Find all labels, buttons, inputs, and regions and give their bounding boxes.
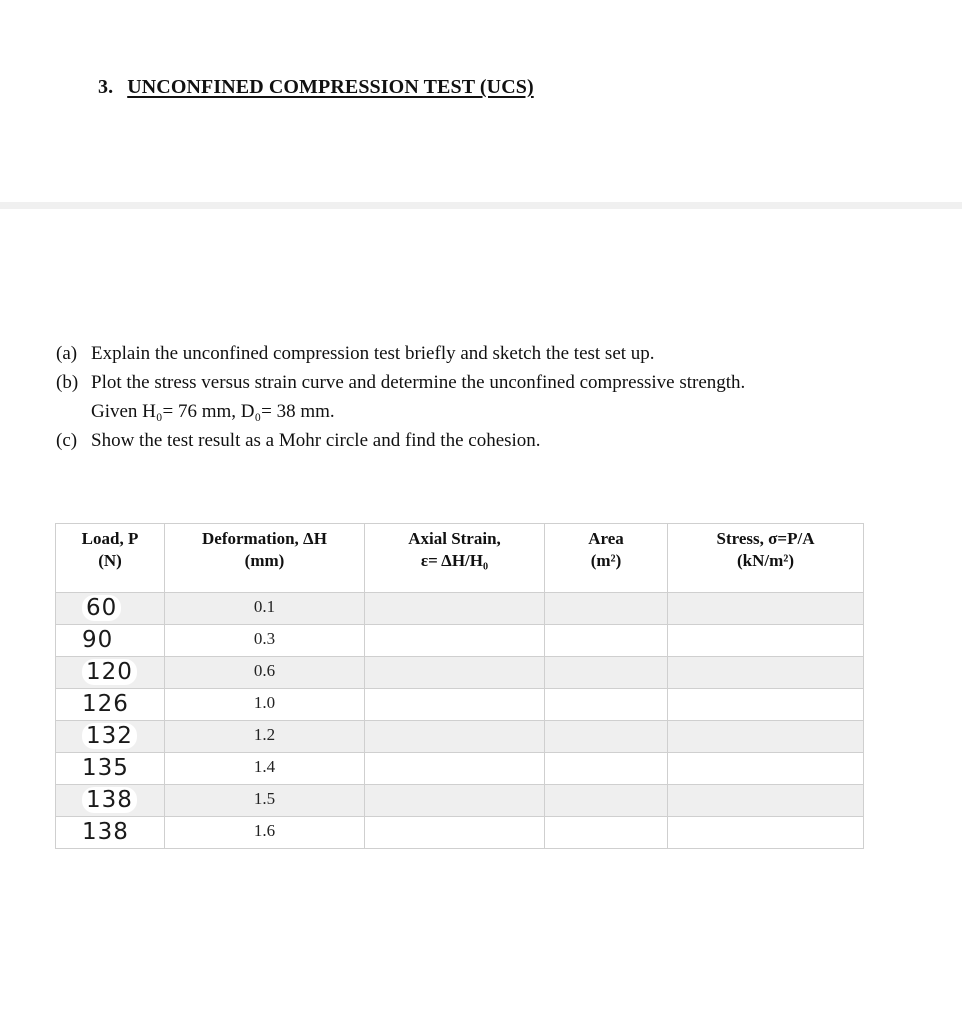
deformation-cell: 1.6	[165, 817, 365, 849]
table-row	[56, 721, 864, 753]
question-c	[56, 426, 936, 455]
area-cell	[545, 625, 668, 657]
deformation-cell: 1.2	[165, 721, 365, 753]
table-row	[56, 817, 864, 849]
divider	[0, 202, 962, 209]
table-row	[56, 625, 864, 657]
area-cell	[545, 689, 668, 721]
load-cell: 126	[56, 689, 165, 721]
table-row	[56, 657, 864, 689]
load-cell: 138	[56, 785, 165, 817]
stress-cell	[668, 785, 864, 817]
load-cell: 120	[56, 657, 165, 689]
area-cell	[545, 721, 668, 753]
deformation-cell: 1.4	[165, 753, 365, 785]
load-cell: 90	[56, 625, 165, 657]
deformation-cell: 0.6	[165, 657, 365, 689]
question-a	[56, 339, 936, 368]
area-cell	[545, 817, 668, 849]
axial-strain-cell	[365, 817, 545, 849]
axial-strain-cell	[365, 625, 545, 657]
stress-cell	[668, 657, 864, 689]
axial-strain-cell	[365, 657, 545, 689]
stress-cell	[668, 593, 864, 625]
area-cell	[545, 593, 668, 625]
header-deformation: Deformation, ΔH (mm)	[165, 524, 365, 593]
section-title: UNCONFINED COMPRESSION TEST (UCS)	[127, 76, 534, 98]
area-cell	[545, 657, 668, 689]
load-cell: 60	[56, 593, 165, 625]
question-c-text: Show the test result as a Mohr circle and find the cohesion.	[91, 430, 541, 451]
load-cell: 138	[56, 817, 165, 849]
stress-cell	[668, 817, 864, 849]
question-b-label: (b)	[56, 372, 79, 393]
section-heading	[98, 76, 534, 99]
header-area: Area (m²)	[545, 524, 668, 593]
axial-strain-cell	[365, 721, 545, 753]
load-cell: 135	[56, 753, 165, 785]
table-row	[56, 753, 864, 785]
area-cell	[545, 753, 668, 785]
question-a-text: Explain the unconfined compression test briefly and sketch the test set up.	[91, 343, 655, 364]
header-load: Load, P (N)	[56, 524, 165, 593]
table-row	[56, 689, 864, 721]
deformation-cell: 0.1	[165, 593, 365, 625]
axial-strain-cell	[365, 785, 545, 817]
question-b-given-text: Given H₀= 76 mm, D₀= 38 mm.	[91, 401, 335, 422]
stress-cell	[668, 721, 864, 753]
deformation-cell: 0.3	[165, 625, 365, 657]
stress-cell	[668, 689, 864, 721]
area-cell	[545, 785, 668, 817]
question-b	[56, 368, 936, 397]
data-table	[55, 523, 864, 849]
question-c-label: (c)	[56, 430, 78, 451]
question-a-label: (a)	[56, 343, 78, 364]
question-list	[56, 339, 936, 455]
load-cell: 132	[56, 721, 165, 753]
stress-cell	[668, 625, 864, 657]
question-b-given	[56, 397, 936, 426]
deformation-cell: 1.5	[165, 785, 365, 817]
header-axial-strain: Axial Strain, ε= ΔH/H₀	[365, 524, 545, 593]
deformation-cell: 1.0	[165, 689, 365, 721]
axial-strain-cell	[365, 593, 545, 625]
section-number: 3.	[98, 76, 114, 98]
stress-cell	[668, 753, 864, 785]
axial-strain-cell	[365, 753, 545, 785]
question-b-text: Plot the stress versus strain curve and determine the unconfined compressive strength.	[91, 372, 746, 393]
table-header-row	[56, 524, 864, 593]
axial-strain-cell	[365, 689, 545, 721]
table-row	[56, 593, 864, 625]
table-row	[56, 785, 864, 817]
header-stress: Stress, σ=P/A (kN/m²)	[668, 524, 864, 593]
